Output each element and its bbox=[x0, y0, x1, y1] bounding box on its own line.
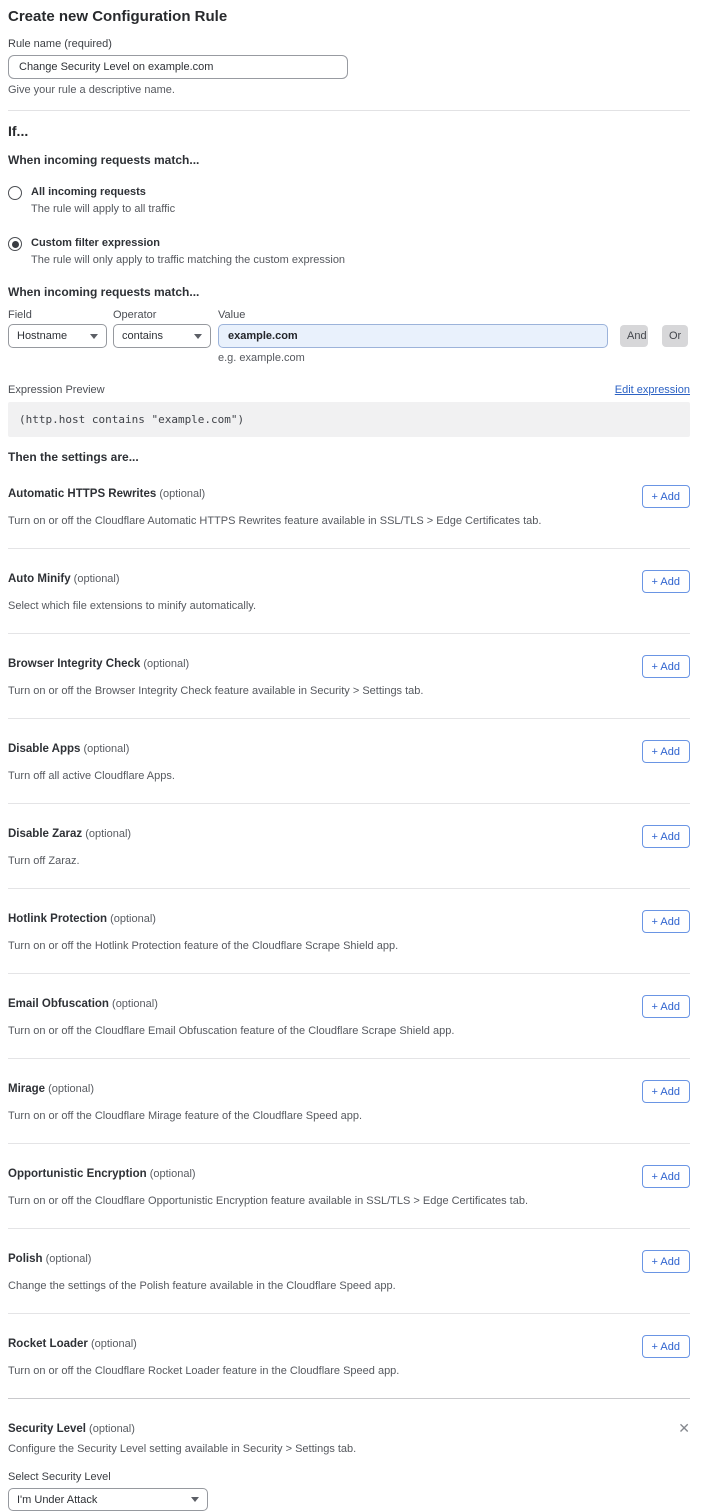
security-level-select[interactable] bbox=[8, 1488, 208, 1511]
setting-title bbox=[8, 1423, 135, 1436]
security-level-panel bbox=[8, 1399, 690, 1511]
setting-name: Opportunistic Encryption bbox=[8, 1168, 147, 1180]
security-level-select-label: Select Security Level bbox=[8, 1471, 111, 1483]
add-button[interactable]: + Add bbox=[642, 910, 690, 933]
setting-description: Turn on or off the Cloudflare Mirage feature of the Cloudflare Speed app. bbox=[8, 1110, 363, 1122]
add-button[interactable]: + Add bbox=[642, 1165, 690, 1188]
setting-description: Configure the Security Level setting available in Security > Settings tab. bbox=[8, 1443, 357, 1455]
setting-name: Disable Apps bbox=[8, 743, 81, 755]
setting-title bbox=[8, 1253, 91, 1266]
add-button[interactable]: + Add bbox=[642, 825, 690, 848]
optional-tag: (optional) bbox=[45, 1253, 92, 1265]
page-title: Create new Configuration Rule bbox=[8, 8, 228, 25]
setting-name: Browser Integrity Check bbox=[8, 658, 141, 670]
value-helper: e.g. example.com bbox=[218, 352, 305, 364]
setting-row-disable-zaraz bbox=[8, 804, 690, 889]
add-button[interactable]: + Add bbox=[642, 1250, 690, 1273]
match-heading: When incoming requests match... bbox=[8, 153, 200, 167]
field-label: Field bbox=[8, 309, 32, 321]
setting-name: Polish bbox=[8, 1253, 43, 1265]
setting-title bbox=[8, 913, 156, 926]
setting-title bbox=[8, 573, 120, 586]
optional-tag: (optional) bbox=[90, 1338, 137, 1350]
setting-description: Turn on or off the Cloudflare Email Obfuscation feature of the Cloudflare Scrape Shield app. bbox=[8, 1025, 455, 1037]
radio-option-all-incoming-requests[interactable] bbox=[8, 186, 690, 215]
radio-unselected-icon[interactable] bbox=[8, 186, 22, 200]
setting-row-disable-apps bbox=[8, 719, 690, 804]
expression-builder-row bbox=[8, 324, 690, 348]
expression-preview-header bbox=[8, 384, 690, 397]
setting-description: Turn on or off the Hotlink Protection feature of the Cloudflare Scrape Shield app. bbox=[8, 940, 399, 952]
radio-label: All incoming requests bbox=[31, 186, 146, 198]
setting-row-polish bbox=[8, 1229, 690, 1314]
radio-label: Custom filter expression bbox=[31, 237, 160, 249]
radio-description: The rule will apply to all traffic bbox=[31, 203, 176, 215]
setting-description: Turn off all active Cloudflare Apps. bbox=[8, 770, 175, 782]
rule-name-label: Rule name (required) bbox=[8, 38, 112, 50]
operator-label: Operator bbox=[113, 309, 157, 321]
expression-builder-column-labels bbox=[8, 309, 690, 321]
optional-tag: (optional) bbox=[73, 573, 120, 585]
optional-tag: (optional) bbox=[112, 998, 158, 1010]
setting-name: Mirage bbox=[8, 1083, 46, 1095]
setting-description: Turn on or off the Cloudflare Opportunistic Encryption feature available in SSL/TLS > Edge Certificates tab. bbox=[8, 1195, 529, 1207]
expression-preview-code-block bbox=[8, 402, 690, 437]
if-heading: If... bbox=[8, 123, 29, 139]
expression-preview-label: Expression Preview bbox=[8, 384, 105, 396]
setting-name: Hotlink Protection bbox=[8, 913, 108, 925]
radio-description: The rule will only apply to traffic matching the custom expression bbox=[31, 254, 346, 266]
section-divider bbox=[8, 110, 690, 111]
edit-expression-link[interactable]: Edit expression bbox=[614, 384, 690, 396]
setting-title bbox=[8, 828, 131, 841]
setting-row-automatic-https-rewrites bbox=[8, 464, 690, 549]
optional-tag: (optional) bbox=[159, 488, 206, 500]
optional-tag: (optional) bbox=[48, 1083, 94, 1095]
setting-row-opportunistic-encryption bbox=[8, 1144, 690, 1229]
setting-description: Turn on or off the Cloudflare Automatic HTTPS Rewrites feature available in SSL/TLS > Edge Certificates tab. bbox=[8, 515, 542, 527]
add-button[interactable]: + Add bbox=[642, 740, 690, 763]
setting-row-hotlink-protection bbox=[8, 889, 690, 974]
add-button[interactable]: + Add bbox=[642, 485, 690, 508]
add-button[interactable]: + Add bbox=[642, 655, 690, 678]
value-label: Value bbox=[218, 309, 246, 321]
rule-name-input[interactable] bbox=[8, 55, 348, 79]
setting-title bbox=[8, 998, 158, 1011]
and-button[interactable]: And bbox=[620, 325, 648, 347]
add-button[interactable]: + Add bbox=[642, 995, 690, 1018]
expression-builder-heading: When incoming requests match... bbox=[8, 285, 200, 299]
field-select-value: Hostname bbox=[17, 330, 68, 342]
setting-name: Auto Minify bbox=[8, 573, 71, 585]
setting-name: Email Obfuscation bbox=[8, 998, 109, 1010]
setting-row-email-obfuscation bbox=[8, 974, 690, 1059]
field-select[interactable] bbox=[8, 324, 107, 348]
add-button[interactable]: + Add bbox=[642, 570, 690, 593]
setting-title bbox=[8, 743, 129, 756]
radio-option-custom-filter-expression[interactable] bbox=[8, 237, 690, 266]
settings-list bbox=[8, 464, 690, 1511]
setting-name: Disable Zaraz bbox=[8, 828, 83, 840]
operator-select[interactable] bbox=[113, 324, 211, 348]
chevron-down-icon bbox=[90, 334, 98, 339]
setting-title bbox=[8, 488, 205, 501]
optional-tag: (optional) bbox=[89, 1423, 135, 1435]
rule-name-helper: Give your rule a descriptive name. bbox=[8, 84, 175, 96]
optional-tag: (optional) bbox=[110, 913, 156, 925]
setting-row-auto-minify bbox=[8, 549, 690, 634]
chevron-down-icon bbox=[194, 334, 202, 339]
chevron-down-icon bbox=[191, 1497, 199, 1502]
add-button[interactable]: + Add bbox=[642, 1080, 690, 1103]
then-settings-heading: Then the settings are... bbox=[8, 450, 139, 464]
setting-title bbox=[8, 1168, 196, 1181]
or-button[interactable]: Or bbox=[662, 325, 688, 347]
setting-description: Select which file extensions to minify automatically. bbox=[8, 600, 257, 612]
setting-description: Turn off Zaraz. bbox=[8, 855, 80, 867]
setting-title bbox=[8, 658, 189, 671]
setting-name: Rocket Loader bbox=[8, 1338, 88, 1350]
radio-selected-icon[interactable] bbox=[8, 237, 22, 251]
optional-tag: (optional) bbox=[85, 828, 132, 840]
setting-row-mirage bbox=[8, 1059, 690, 1144]
setting-name: Automatic HTTPS Rewrites bbox=[8, 488, 157, 500]
add-button[interactable]: + Add bbox=[642, 1335, 690, 1358]
value-input[interactable] bbox=[218, 324, 608, 348]
expression-code: (http.host contains "example.com") bbox=[19, 413, 245, 426]
setting-description: Turn on or off the Browser Integrity Check feature available in Security > Settings tab. bbox=[8, 685, 424, 697]
operator-select-value: contains bbox=[122, 330, 163, 342]
close-icon[interactable]: ✕ bbox=[678, 1420, 690, 1436]
setting-name: Security Level bbox=[8, 1423, 86, 1435]
optional-tag: (optional) bbox=[83, 743, 130, 755]
optional-tag: (optional) bbox=[149, 1168, 196, 1180]
security-level-select-value: I'm Under Attack bbox=[17, 1493, 98, 1506]
optional-tag: (optional) bbox=[143, 658, 190, 670]
setting-title bbox=[8, 1338, 137, 1351]
setting-row-rocket-loader bbox=[8, 1314, 690, 1399]
setting-row-browser-integrity-check bbox=[8, 634, 690, 719]
setting-title bbox=[8, 1083, 94, 1096]
setting-description: Turn on or off the Cloudflare Rocket Loader feature in the Cloudflare Speed app. bbox=[8, 1365, 400, 1377]
setting-description: Change the settings of the Polish feature available in the Cloudflare Speed app. bbox=[8, 1280, 396, 1292]
